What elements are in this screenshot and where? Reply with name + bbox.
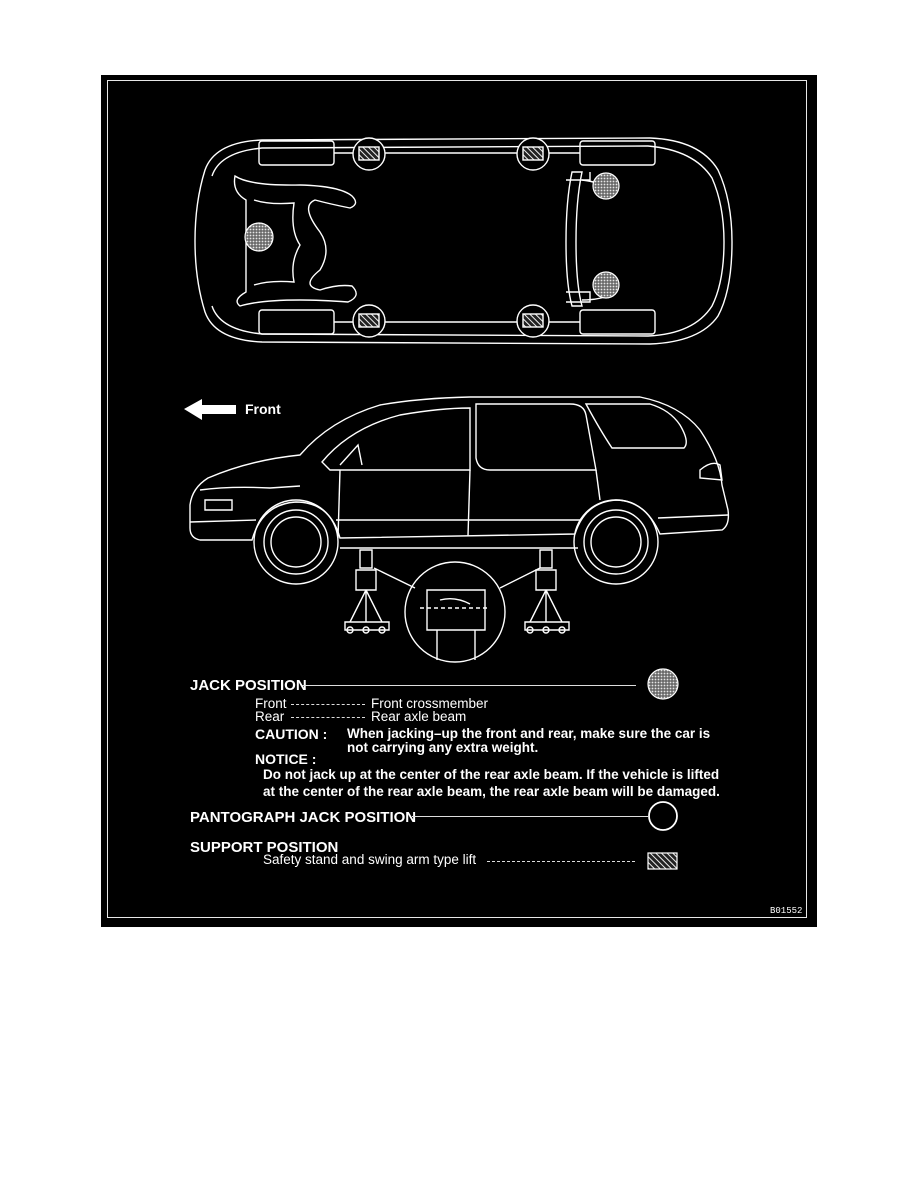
support-positions-top: [353, 138, 549, 337]
jack-front-key: Front: [255, 696, 287, 711]
support-title: SUPPORT POSITION: [190, 839, 339, 856]
safety-stand-rear: [525, 550, 569, 633]
front-arrow-label: Front: [245, 401, 281, 417]
wheel-rear-right: [580, 310, 655, 334]
pantograph-leader: [412, 816, 648, 817]
jack-position-symbol: [648, 669, 678, 699]
support-leader: [487, 861, 635, 862]
figure-code: B01552: [770, 906, 803, 916]
front-wheel: [254, 500, 338, 584]
jack-position-leader: [302, 685, 636, 686]
van-body: [190, 397, 728, 540]
notice-line-1: Do not jack up at the center of the rear axle beam. If the vehicle is lifted: [263, 767, 720, 782]
jack-position-rear-right: [593, 272, 619, 298]
jack-position-rear-left: [593, 173, 619, 199]
wheel-front-left: [259, 141, 334, 165]
jack-rear-key: Rear: [255, 709, 285, 724]
caution-label: CAUTION :: [255, 726, 328, 742]
jack-rear-leader: [291, 717, 365, 718]
pantograph-symbol: [649, 802, 677, 830]
body-outline: [195, 138, 732, 344]
pantograph-title: PANTOGRAPH JACK POSITION: [190, 809, 417, 826]
notice-label: NOTICE :: [255, 751, 317, 767]
jack-front-leader: [291, 704, 365, 705]
front-arrow-icon: [184, 399, 236, 420]
rear-wheel: [574, 500, 658, 584]
detail-callout: [405, 562, 505, 662]
side-view: [190, 397, 728, 662]
jack-position-title: JACK POSITION: [190, 677, 307, 694]
jack-rear-value: Rear axle beam: [371, 709, 467, 724]
wheel-front-right: [259, 310, 334, 334]
support-item: Safety stand and swing arm type lift: [263, 852, 477, 867]
caution-line-1: When jacking–up the front and rear, make sure the car is: [347, 726, 711, 741]
jack-front-value: Front crossmember: [371, 696, 489, 711]
top-view: [195, 138, 732, 344]
safety-stand-front: [345, 550, 389, 633]
notice-line-2: at the center of the rear axle beam, the rear axle beam will be damaged.: [263, 784, 720, 799]
caution-line-2: not carrying any extra weight.: [347, 740, 539, 755]
jack-position-front: [245, 223, 273, 251]
support-symbol: [648, 853, 677, 869]
wheel-rear-left: [580, 141, 655, 165]
rear-axle-beam: [566, 172, 582, 306]
